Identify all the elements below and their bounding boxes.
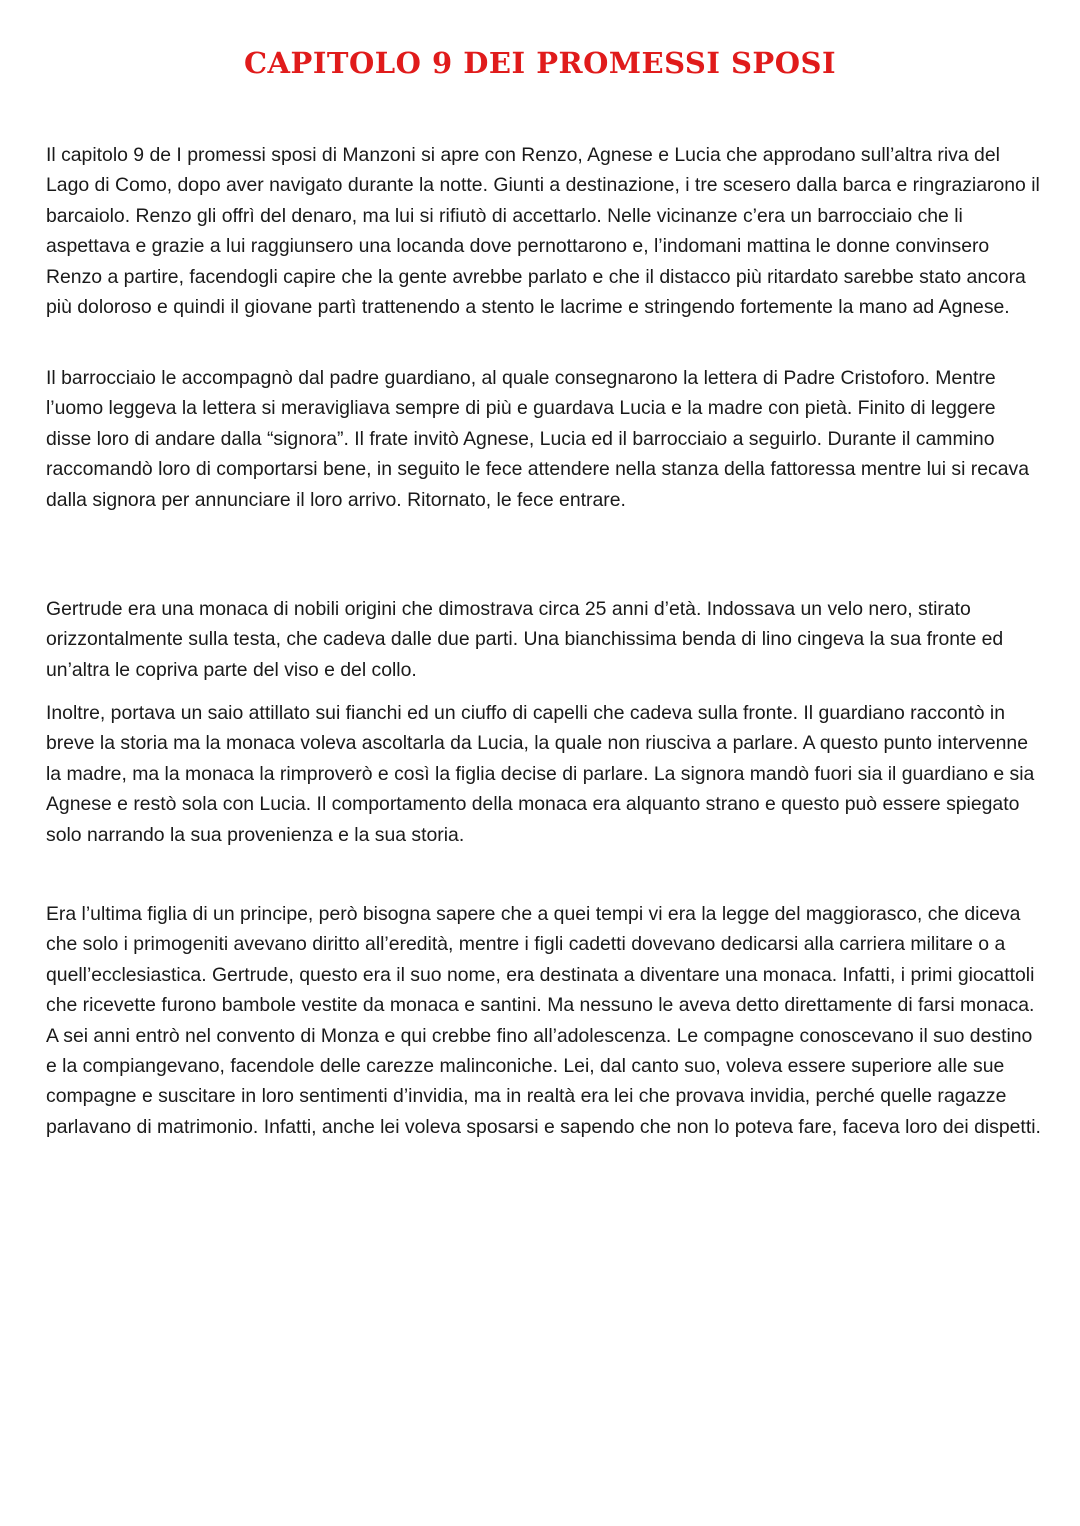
paragraph-gertrude-history: Era l’ultima figlia di un principe, però bisogna sapere che a quei tempi vi era la legge del maggiorasco, che diceva che solo i primogeniti avevano diritto all’eredità, mentre i figli cadetti dovevano dedicarsi alla carriera militare o a quell’ecclesiastica. Gertrude, questo era il suo nome, era destinata a diventare una monaca. Infatti, i primi giocattoli che ricevette furono bambole vestite da monaca e santini. Ma nessuno le aveva detto direttamente di farsi monaca. A sei anni entrò nel convento di Monza e qui crebbe fino all’adolescenza. Le compagne conoscevano il suo destino e la compiangevano, facendole delle carezze malinconiche. Lei, dal canto suo, voleva essere superiore alle sue compagne e suscitare in loro sentimenti d’invidia, ma in realtà era lei che provava invidia, perché quelle ragazze parlavano di matrimonio. Infatti, anche lei voleva sposarsi e sapendo che non lo poteva fare, faceva loro dei dispetti.	[46, 903, 1041, 1138]
paragraph-gertrude-meeting: Inoltre, portava un saio attillato sui fianchi ed un ciuffo di capelli che cadeva sulla fronte. Il guardiano raccontò in breve la storia ma la monaca voleva ascoltarla da Lucia, la quale non riusciva a parlare. A questo punto intervenne la madre, ma la monaca la rimproverò e così la figlia decise di parlare. La signora mandò fuori sia il guardiano e sia Agnese e restò sola con Lucia. Il comportamento della monaca era alquanto strano e questo può essere spiegato solo narrando la sua provenienza e la sua storia.	[46, 702, 1035, 846]
paragraph-guardian: Il barrocciaio le accompagnò dal padre guardiano, al quale consegnarono la lettera di Padre Cristoforo. Mentre l’uomo leggeva la lettera si meravigliava sempre di più e guardava Lucia e la madre con pietà. Finito di leggere disse loro di andare dalla “signora”. Il frate invitò Agnese, Lucia ed il barrocciaio a seguirlo. Durante il cammino raccomandò loro di comportarsi bene, in seguito le fece attendere nella stanza della fattoressa mentre lui si recava dalla signora per annunciare il loro arrivo. Ritornato, le fece entrare.	[46, 367, 1029, 511]
paragraph-arrival: Il capitolo 9 de I promessi sposi di Manzoni si apre con Renzo, Agnese e Lucia che approdano sull’altra riva del Lago di Como, dopo aver navigato durante la notte. Giunti a destinazione, i tre scesero dalla barca e ringraziarono il barcaiolo. Renzo gli offrì del denaro, ma lui si rifiutò di accettarlo. Nelle vicinanze c’era un barrocciaio che li aspettava e grazie a lui raggiunsero una locanda dove pernottarono e, l’indomani mattina le donne convinsero Renzo a partire, facendogli capire che la gente avrebbe parlato e che il distacco più ritardato sarebbe stato ancora più doloroso e quindi il giovane partì trattenendo a stento le lacrime e stringendo fortemente la mano ad Agnese.	[46, 144, 1040, 319]
paragraph-gertrude-description: Gertrude era una monaca di nobili origini che dimostrava circa 25 anni d’età. Indossava un velo nero, stirato orizzontalmente sulla testa, che cadeva dalle due parti. Una bianchissima benda di lino cingeva la sua fronte ed un’altra le copriva parte del viso e del collo.	[46, 598, 1004, 681]
page-title: CAPITOLO 9 DEI PROMESSI SPOSI	[243, 46, 837, 80]
